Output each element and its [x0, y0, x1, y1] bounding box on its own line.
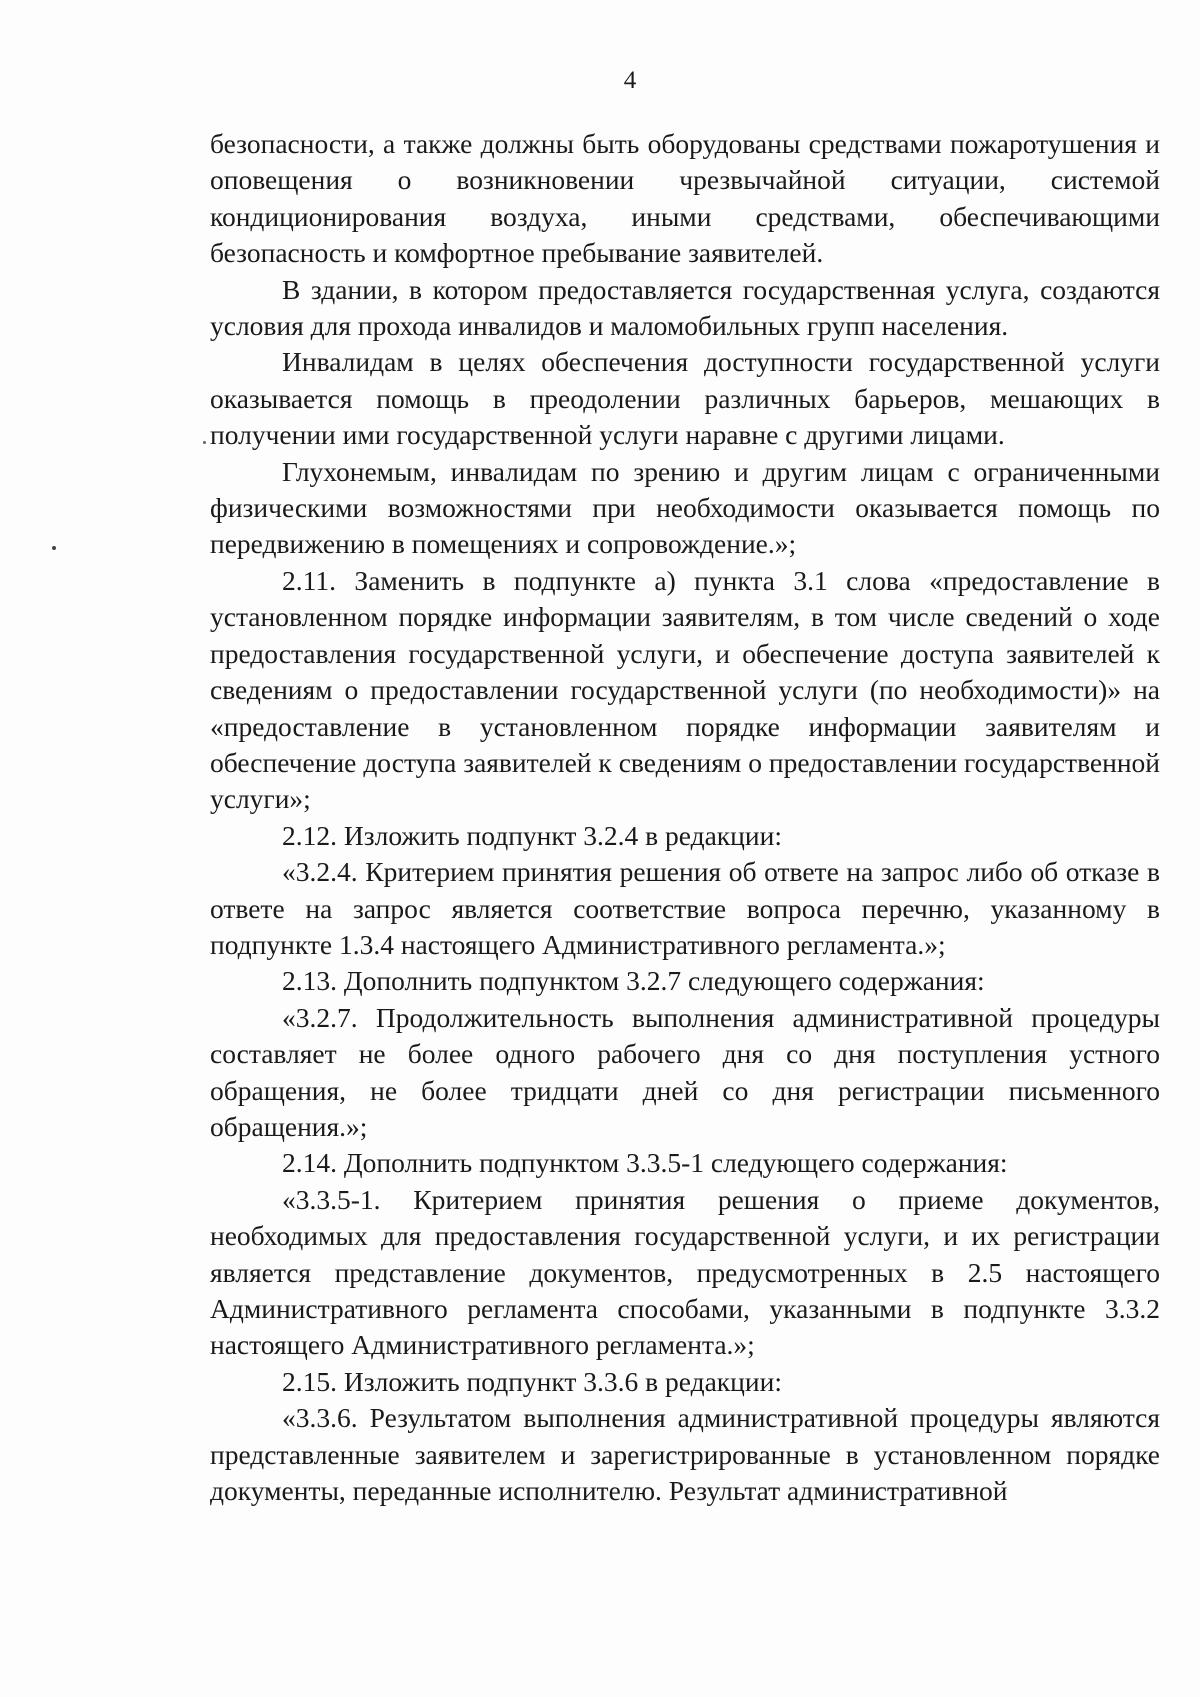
document-body — [210, 126, 1160, 1509]
paragraph-item-2-15: 2.15. Изложить подпункт 3.3.6 в редакции: — [282, 1365, 782, 1397]
paragraph-building-accessibility: В здании, в котором предоставляется государственная услуга, создаются условия для прохода инвалидов и маломобильных групп населения. — [210, 273, 1160, 342]
paragraph-quote-3-3-6: «3.3.6. Результатом выполнения административной процедуры являются представленные заявителем и зарегистрированные в установленном порядке документы, переданные исполнителю. Результат административной — [210, 1402, 1160, 1507]
paragraph-quote-3-3-5-1: «3.3.5-1. Критерием принятия решения о приеме документов, необходимых для предоставления государственной услуги, и их регистрации является представление документов, предусмотренных в 2.5 настоящего Административного регламента способами, указанными в подпункте 3.3.2 настоящего Административного регламента.»; — [210, 1183, 1160, 1361]
paragraph-item-2-13: 2.13. Дополнить подпунктом 3.2.7 следующего содержания: — [282, 965, 985, 997]
paragraph-quote-3-2-7: «3.2.7. Продолжительность выполнения административной процедуры составляет не более одного рабочего дня со дня поступления устного обращения, не более тридцати дней со дня регистрации письменного обращения.»; — [210, 1001, 1160, 1142]
paragraph-item-2-11: 2.11. Заменить в подпункте а) пункта 3.1 слова «предоставление в установленном порядке информации заявителям, в том числе сведений о ходе предоставления государственной услуги, и обеспечение доступа заявителей к сведениям о предоставлении государственной услуги (по необходимости)» на «предоставление в установленном порядке информации заявителям и обеспечение доступа заявителей к сведениям о предоставлении государственной услуги»; — [210, 564, 1160, 815]
scan-artifact-dot — [203, 441, 206, 444]
scan-artifact-dot — [52, 546, 56, 550]
paragraph-safety-continuation: безопасности, а также должны быть оборудованы средствами пожаротушения и оповещения о возникновении чрезвычайной ситуации, системой кондиционирования воздуха, иными средствами, обеспечивающими безопасность и комфортное пребывание заявителей. — [210, 128, 1160, 269]
paragraph-quote-3-2-4: «3.2.4. Критерием принятия решения об ответе на запрос либо об отказе в ответе на запрос является соответствие вопроса перечню, указанному в подпункте 1.3.4 настоящего Административного регламента.»; — [210, 856, 1160, 960]
paragraph-deaf-blind-assistance: Глухонемым, инвалидам по зрению и другим лицам с ограниченными физическими возможностями при необходимости оказывается помощь по передвижению в помещениях и сопровождение.»; — [210, 455, 1160, 560]
page-number: 4 — [623, 67, 637, 94]
paragraph-item-2-14: 2.14. Дополнить подпунктом 3.3.5-1 следующего содержания: — [282, 1147, 1008, 1179]
paragraph-disabled-assistance: Инвалидам в целях обеспечения доступности государственной услуги оказывается помощь в преодолении различных барьеров, мешающих в получении ими государственной услуги наравне с другими лицами. — [210, 346, 1160, 451]
paragraph-item-2-12: 2.12. Изложить подпункт 3.2.4 в редакции: — [282, 819, 782, 851]
